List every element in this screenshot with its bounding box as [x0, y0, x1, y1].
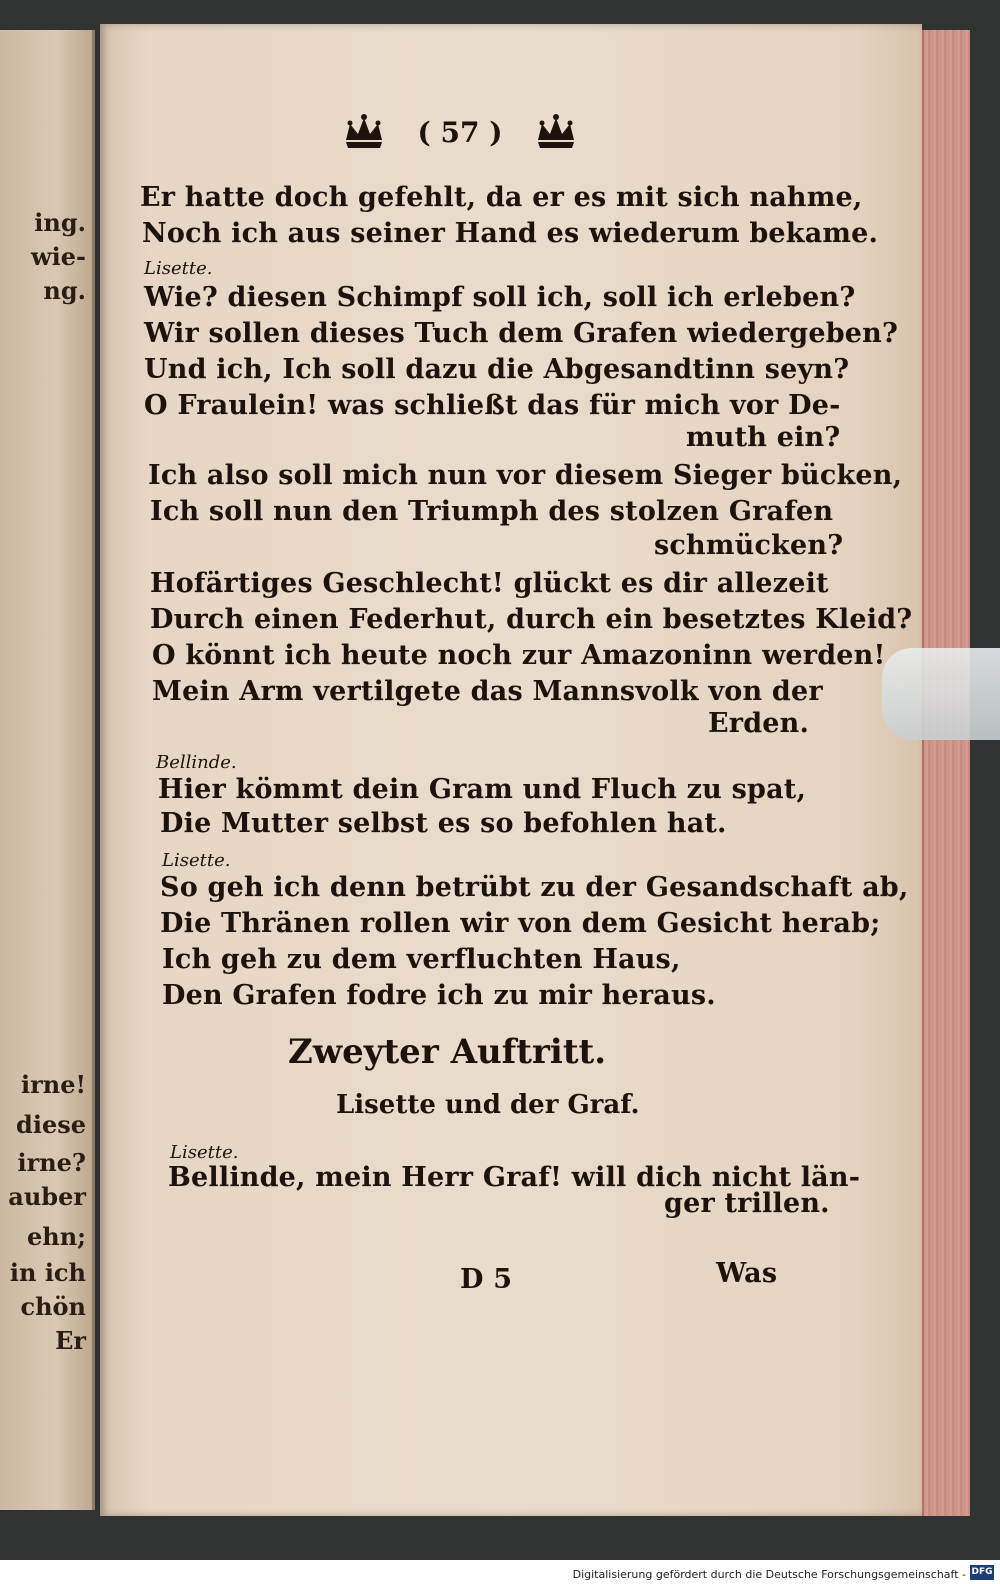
verse-line: ger trillen.: [664, 1188, 830, 1219]
left-fragment: ing.: [34, 208, 86, 237]
left-fragment: ehn;: [26, 1222, 86, 1251]
verse-line: Ich also soll mich nun vor diesem Sieger bücken,: [148, 460, 903, 491]
verse-line: Den Grafen fodre ich zu mir heraus.: [162, 980, 716, 1011]
page-edge: [922, 30, 970, 1516]
scene-heading: Zweyter Auftritt.: [288, 1032, 607, 1072]
left-fragment: diese: [16, 1110, 86, 1139]
footer-bar: [0, 1560, 1000, 1584]
left-fragment: irne?: [17, 1148, 86, 1177]
page-header: [340, 112, 580, 156]
verse-line: Erden.: [708, 708, 810, 739]
verse-line: schmücken?: [654, 530, 844, 561]
verse-line: Er hatte doch gefehlt, da er es mit sich nahme,: [140, 182, 863, 213]
verse-line: O Fraulein! was schließt das für mich vor De-: [144, 390, 841, 421]
verse-line: O könnt ich heute noch zur Amazoninn werden!: [152, 640, 886, 671]
verse-line: Ich soll nun den Triumph des stolzen Grafen: [150, 496, 834, 527]
catchword: Was: [716, 1258, 778, 1289]
page-number: ( 57 ): [417, 116, 503, 149]
scene-characters: Lisette und der Graf.: [336, 1090, 640, 1120]
left-fragment: wie-: [30, 242, 86, 271]
left-fragment: ng.: [43, 276, 86, 305]
crown-ornament-icon: [340, 112, 388, 152]
verse-line: muth ein?: [686, 422, 841, 453]
left-fragment: auber: [8, 1182, 86, 1211]
verse-line: Die Mutter selbst es so befohlen hat.: [160, 808, 727, 839]
left-fragment: irne!: [20, 1070, 86, 1099]
crown-ornament-icon: [532, 112, 580, 152]
page-tab: [882, 648, 1000, 740]
verse-line: Mein Arm vertilgete das Mannsvolk von der: [152, 676, 823, 707]
speaker-name: Lisette.: [144, 258, 213, 279]
verse-line: Hier kömmt dein Gram und Fluch zu spat,: [158, 774, 807, 805]
speaker-name: Bellinde.: [156, 752, 237, 773]
signature-mark: D 5: [460, 1264, 513, 1295]
verse-line: So geh ich denn betrübt zu der Gesandschaft ab,: [160, 872, 909, 903]
verse-line: Wir sollen dieses Tuch dem Grafen wiedergeben?: [144, 318, 899, 349]
verse-line: Wie? diesen Schimpf soll ich, soll ich erleben?: [144, 282, 856, 313]
verse-line: Und ich, Ich soll dazu die Abgesandtinn seyn?: [144, 354, 850, 385]
verse-line: Hofärtiges Geschlecht! glückt es dir allezeit: [150, 568, 829, 599]
verse-line: Die Thränen rollen wir von dem Gesicht herab;: [160, 908, 881, 939]
speaker-name: Lisette.: [170, 1142, 239, 1163]
verse-line: Ich geh zu dem verfluchten Haus,: [162, 944, 681, 975]
left-fragment: Er: [55, 1326, 86, 1355]
left-fragment: in ich: [9, 1258, 86, 1287]
verse-line: Durch einen Federhut, durch ein besetztes Kleid?: [150, 604, 913, 635]
speaker-name: Lisette.: [162, 850, 231, 871]
verse-line: Bellinde, mein Herr Graf! will dich nicht län-: [168, 1162, 861, 1193]
left-fragment: chön: [20, 1292, 86, 1321]
dfg-logo: DFG: [970, 1565, 994, 1580]
footer-credit: Digitalisierung gefördert durch die Deutsche Forschungsgemeinschaft -: [572, 1568, 966, 1581]
left-page: [0, 30, 95, 1510]
verse-line: Noch ich aus seiner Hand es wiederum bekame.: [142, 218, 879, 249]
